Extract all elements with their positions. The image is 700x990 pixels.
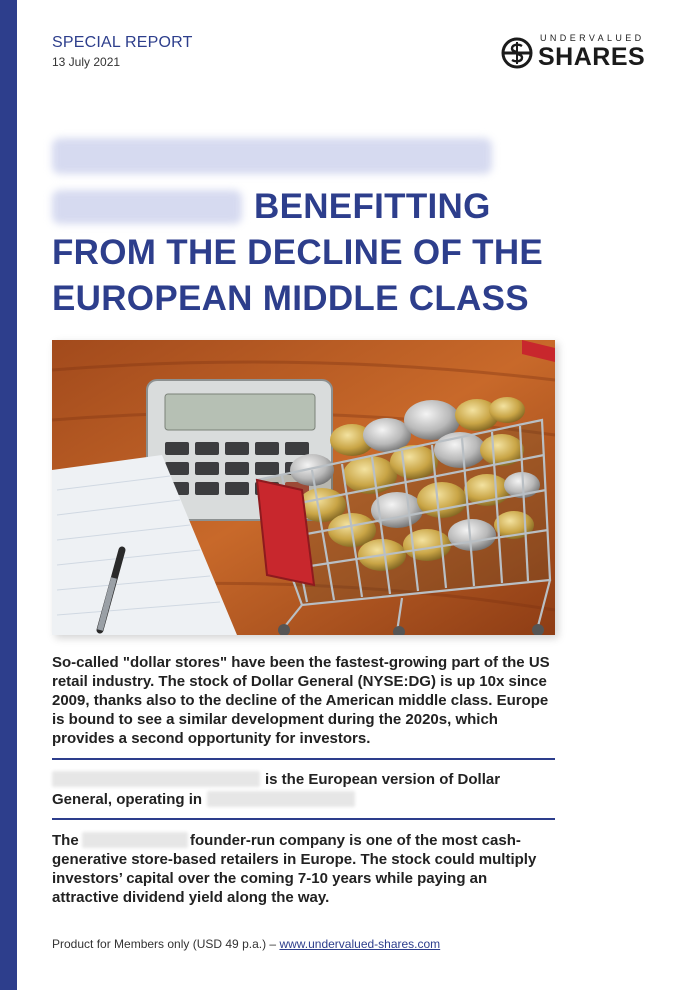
summary-paragraph-line-1b [190,831,560,850]
divider-2 [52,818,555,820]
company-paragraph-line-1 [265,770,565,789]
shopping-cart-coins-illustration [52,340,555,635]
hero-image-cart-coins [52,340,555,635]
intro-paragraph: So-called "dollar stores" have been the fastest-growing part of the US retail industry. The stock of Dollar General (NYSE:DG) is up 10x since 2009, thanks also to the decline of the American middle class. Europe is bound to see a similar development during the 2020s, which provides a second opportunity for investors. [52,654,550,747]
brand-logo [500,33,655,73]
company-paragraph-line-2 [52,790,212,809]
headline [52,184,612,322]
summary-paragraph-rest: generative store-based retailers in Europe. The stock could multiply investors’ capital over the coming 7-10 years while paying an attractive dividend yield along the way. [52,851,537,906]
summary-the: The [52,832,79,849]
company-desc-a: is the European version of Dollar [265,771,501,788]
company-desc-b: General, operating in [52,791,203,808]
footer [52,937,440,951]
headline-line-1: BENEFITTING [254,187,491,226]
summary-desc-b: founder-run company is one of the most cash- [190,832,521,849]
side-accent-bar [0,0,17,990]
dollar-coin-icon [500,36,534,70]
report-date: 13 July 2021 [52,55,121,69]
redacted-company-name [52,771,260,787]
divider-1 [52,758,555,760]
logo-main-text: SHARES [538,43,646,71]
footer-text: Product for Members only (USD 49 p.a.) – [52,937,277,951]
headline-line-3: EUROPEAN MIDDLE CLASS [52,279,529,318]
headline-line-2: FROM THE DECLINE OF THE [52,233,544,272]
website-link[interactable]: www.undervalued-shares.com [279,937,441,951]
report-label: SPECIAL REPORT [52,34,193,51]
logo-top-text: UNDERVALUED [540,33,645,43]
redacted-descriptor [82,832,188,848]
report-header [52,34,193,69]
redacted-operating-region [207,791,355,807]
redacted-title-line-1 [52,138,492,174]
